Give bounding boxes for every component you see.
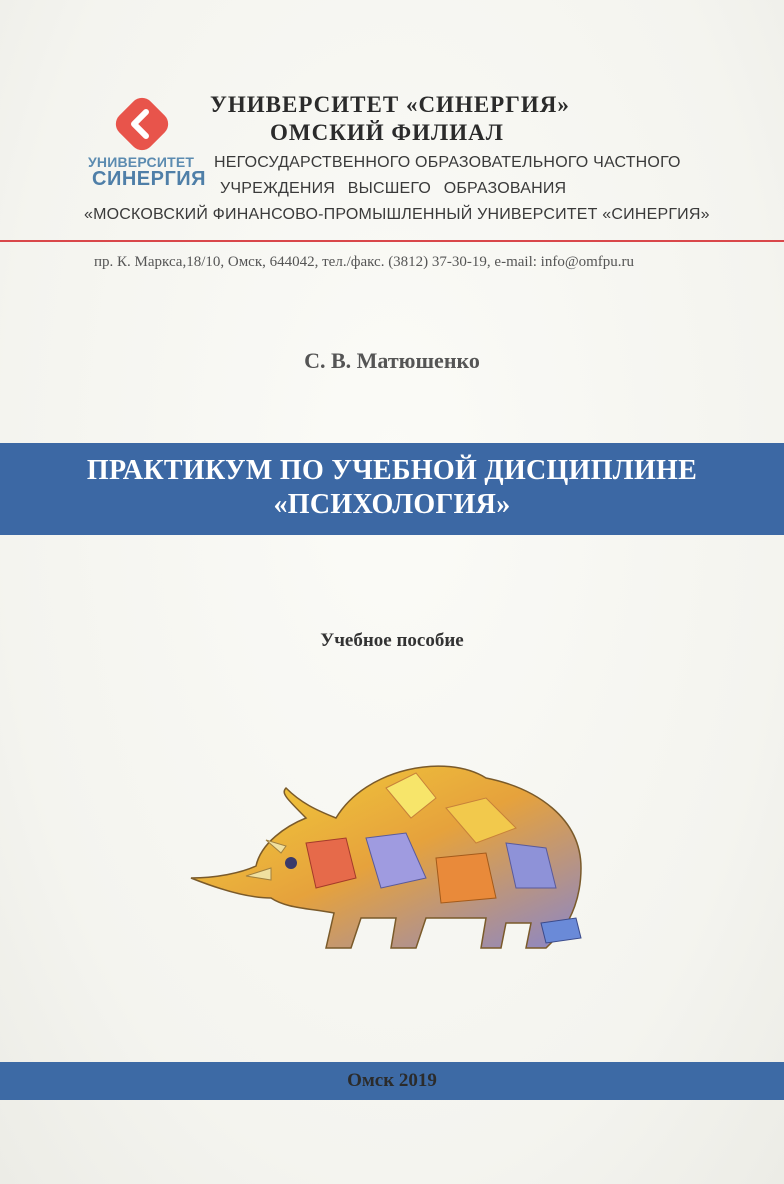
book-title-line1: ПРАКТИКУМ ПО УЧЕБНОЙ ДИСЦИПЛИНЕ [86,455,698,486]
author-name: С. В. Матюшенко [304,348,480,373]
header-divider [0,240,784,242]
logo-text-line1: УНИВЕРСИТЕТ [88,154,195,170]
org-line-3: «МОСКОВСКИЙ ФИНАНСОВО-ПРОМЫШЛЕННЫЙ УНИВЕРСИТЕТ «СИНЕРГИЯ» [84,206,710,223]
org-line-1: НЕГОСУДАРСТВЕННОГО ОБРАЗОВАТЕЛЬНОГО ЧАСТНОГО [214,154,681,171]
synergy-logo-icon [110,92,174,156]
publication-city-year: Омск 2019 [347,1070,437,1091]
branch-name: ОМСКИЙ ФИЛИАЛ [270,120,504,145]
book-type: Учебное пособие [320,630,464,651]
org-line-2: УЧРЕЖДЕНИЯ ВЫСШЕГО ОБРАЗОВАНИЯ [220,180,567,197]
book-title-line2: «ПСИХОЛОГИЯ» [273,489,511,520]
contact-address: пр. К. Маркса,18/10, Омск, 644042, тел./факс. (3812) 37-30-19, e-mail: info@omfpu.ru [94,254,635,270]
logo-text-line2: СИНЕРГИЯ [92,168,207,190]
university-name: УНИВЕРСИТЕТ «СИНЕРГИЯ» [210,92,570,117]
rhino-illustration [186,748,598,958]
synergy-logo [88,92,208,202]
